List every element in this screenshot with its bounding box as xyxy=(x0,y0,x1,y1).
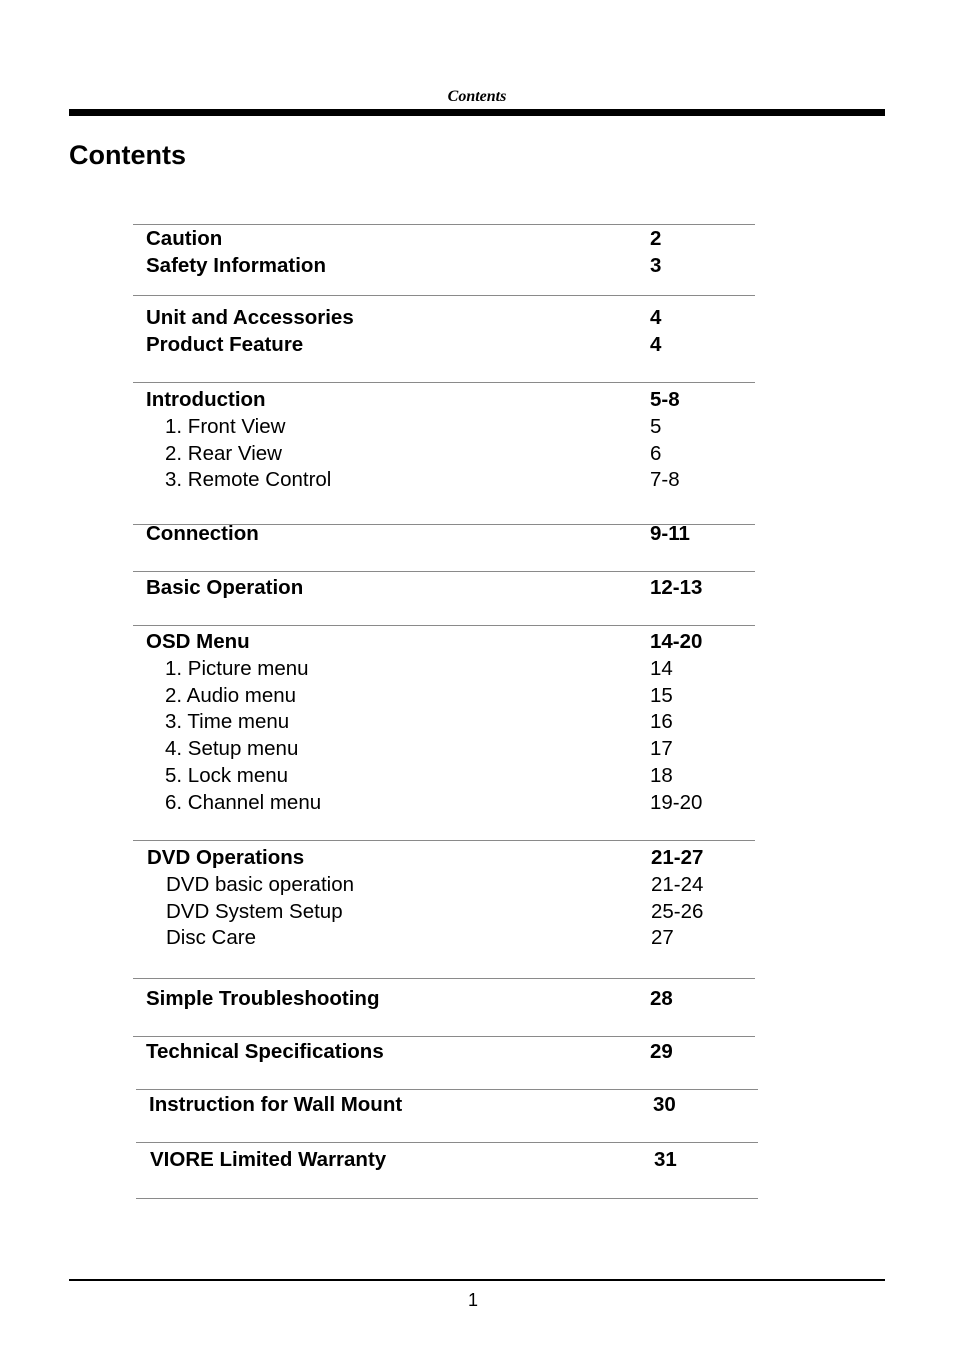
toc-entry-page: 18 xyxy=(650,764,673,787)
toc-entry[interactable] xyxy=(133,413,755,440)
toc-entry-page: 28 xyxy=(650,987,673,1010)
toc-entry[interactable] xyxy=(133,789,755,816)
toc-entry-page: 21-24 xyxy=(651,872,704,896)
toc-entry[interactable] xyxy=(133,628,755,655)
toc-entry-title: 4. Setup menu xyxy=(165,737,299,761)
toc-entry-title: 3. Remote Control xyxy=(165,468,332,492)
toc-entry[interactable] xyxy=(133,304,755,331)
toc-entry-page: 16 xyxy=(650,710,673,734)
toc-entry[interactable] xyxy=(133,682,755,709)
toc-entry[interactable] xyxy=(133,466,755,493)
toc-section xyxy=(133,978,755,1037)
toc-entry-title: Simple Troubleshooting xyxy=(146,987,380,1010)
toc-entry-page: 27 xyxy=(651,926,674,950)
toc-entry[interactable] xyxy=(133,225,755,252)
toc-entry[interactable] xyxy=(133,655,755,682)
toc-entry-title: Product Feature xyxy=(146,332,304,356)
toc-entry[interactable] xyxy=(133,1038,755,1065)
toc-entry-title: Basic Operation xyxy=(146,576,304,599)
toc-entry-page: 4 xyxy=(650,306,662,329)
toc-entry-page: 4 xyxy=(650,332,662,356)
toc-entry-title: 6. Channel menu xyxy=(165,790,322,814)
toc-entry-page: 3 xyxy=(650,253,662,277)
toc-section xyxy=(133,840,755,979)
toc-entry-page: 25-26 xyxy=(651,899,704,923)
toc-entry[interactable] xyxy=(133,574,755,601)
toc-section xyxy=(133,1036,755,1090)
toc-entry[interactable] xyxy=(133,898,755,925)
toc-entry-title: Disc Care xyxy=(166,926,256,950)
toc-entry[interactable] xyxy=(133,520,755,547)
toc-entry-title: Safety Information xyxy=(146,253,326,277)
toc-entry[interactable] xyxy=(133,386,755,413)
toc-entry-page: 2 xyxy=(650,227,662,250)
toc-entry[interactable] xyxy=(133,924,755,951)
toc-section xyxy=(136,1089,758,1143)
toc-entry[interactable] xyxy=(133,985,755,1012)
toc-entry-title: 3. Time menu xyxy=(165,710,290,734)
toc-entry-title: 1. Picture menu xyxy=(165,656,309,680)
toc-entry[interactable] xyxy=(133,252,755,279)
toc-entry[interactable] xyxy=(133,871,755,898)
toc-entry-page: 15 xyxy=(650,683,673,707)
toc-entry-page: 14 xyxy=(650,656,673,680)
running-header: Contents xyxy=(447,88,507,105)
toc-entry-title: 2. Audio menu xyxy=(165,683,297,707)
toc-entry-title: DVD basic operation xyxy=(166,872,355,896)
toc-entry-title: 2. Rear View xyxy=(165,441,282,465)
toc-entry-title: OSD Menu xyxy=(146,630,250,653)
page-title: Contents xyxy=(69,140,186,170)
toc-entry[interactable] xyxy=(133,735,755,762)
footer-rule xyxy=(69,1279,885,1281)
toc-entry-title: DVD Operations xyxy=(147,846,305,869)
toc-entry-page: 29 xyxy=(650,1040,673,1063)
toc-entry-page: 7-8 xyxy=(650,468,680,492)
toc-entry-title: Unit and Accessories xyxy=(146,306,354,329)
toc-section xyxy=(133,295,755,383)
toc-section xyxy=(133,224,755,296)
toc-entry[interactable] xyxy=(133,440,755,467)
toc-entry[interactable] xyxy=(133,762,755,789)
toc-entry[interactable] xyxy=(133,844,755,871)
toc-section xyxy=(133,571,755,626)
toc-entry-title: DVD System Setup xyxy=(166,899,343,923)
toc-entry-page: 19-20 xyxy=(650,790,703,814)
toc-entry[interactable] xyxy=(133,331,755,358)
toc-entry[interactable] xyxy=(133,708,755,735)
page-number: 1 xyxy=(467,1290,478,1310)
toc-entry-page: 17 xyxy=(650,737,673,761)
toc-entry-page: 21-27 xyxy=(651,846,704,869)
toc-entry-page: 14-20 xyxy=(650,630,703,653)
toc-entry-title: Connection xyxy=(146,522,259,545)
toc-entry-page: 5-8 xyxy=(650,388,680,411)
toc-entry-page: 6 xyxy=(650,441,662,465)
toc-entry-title: Caution xyxy=(146,227,223,250)
toc-entry-title: 5. Lock menu xyxy=(165,764,289,787)
toc-section xyxy=(133,382,755,525)
toc-entry-title: Instruction for Wall Mount xyxy=(149,1093,403,1116)
toc-section xyxy=(136,1142,758,1199)
toc-entry-page: 5 xyxy=(650,414,662,438)
toc-entry-page: 31 xyxy=(654,1148,677,1171)
toc-section xyxy=(133,625,755,841)
toc-entry-title: 1. Front View xyxy=(165,414,286,438)
toc-entry-page: 30 xyxy=(653,1093,676,1116)
toc-entry-title: Technical Specifications xyxy=(146,1040,384,1063)
header-rule xyxy=(69,109,885,116)
toc-entry-page: 12-13 xyxy=(650,576,703,599)
toc-entry-title: Introduction xyxy=(146,388,266,411)
toc-entry-title: VIORE Limited Warranty xyxy=(150,1148,387,1171)
toc-section xyxy=(133,524,755,572)
toc-entry-page: 9-11 xyxy=(650,522,690,545)
toc-entry[interactable] xyxy=(136,1091,758,1118)
toc-entry[interactable] xyxy=(136,1146,758,1173)
